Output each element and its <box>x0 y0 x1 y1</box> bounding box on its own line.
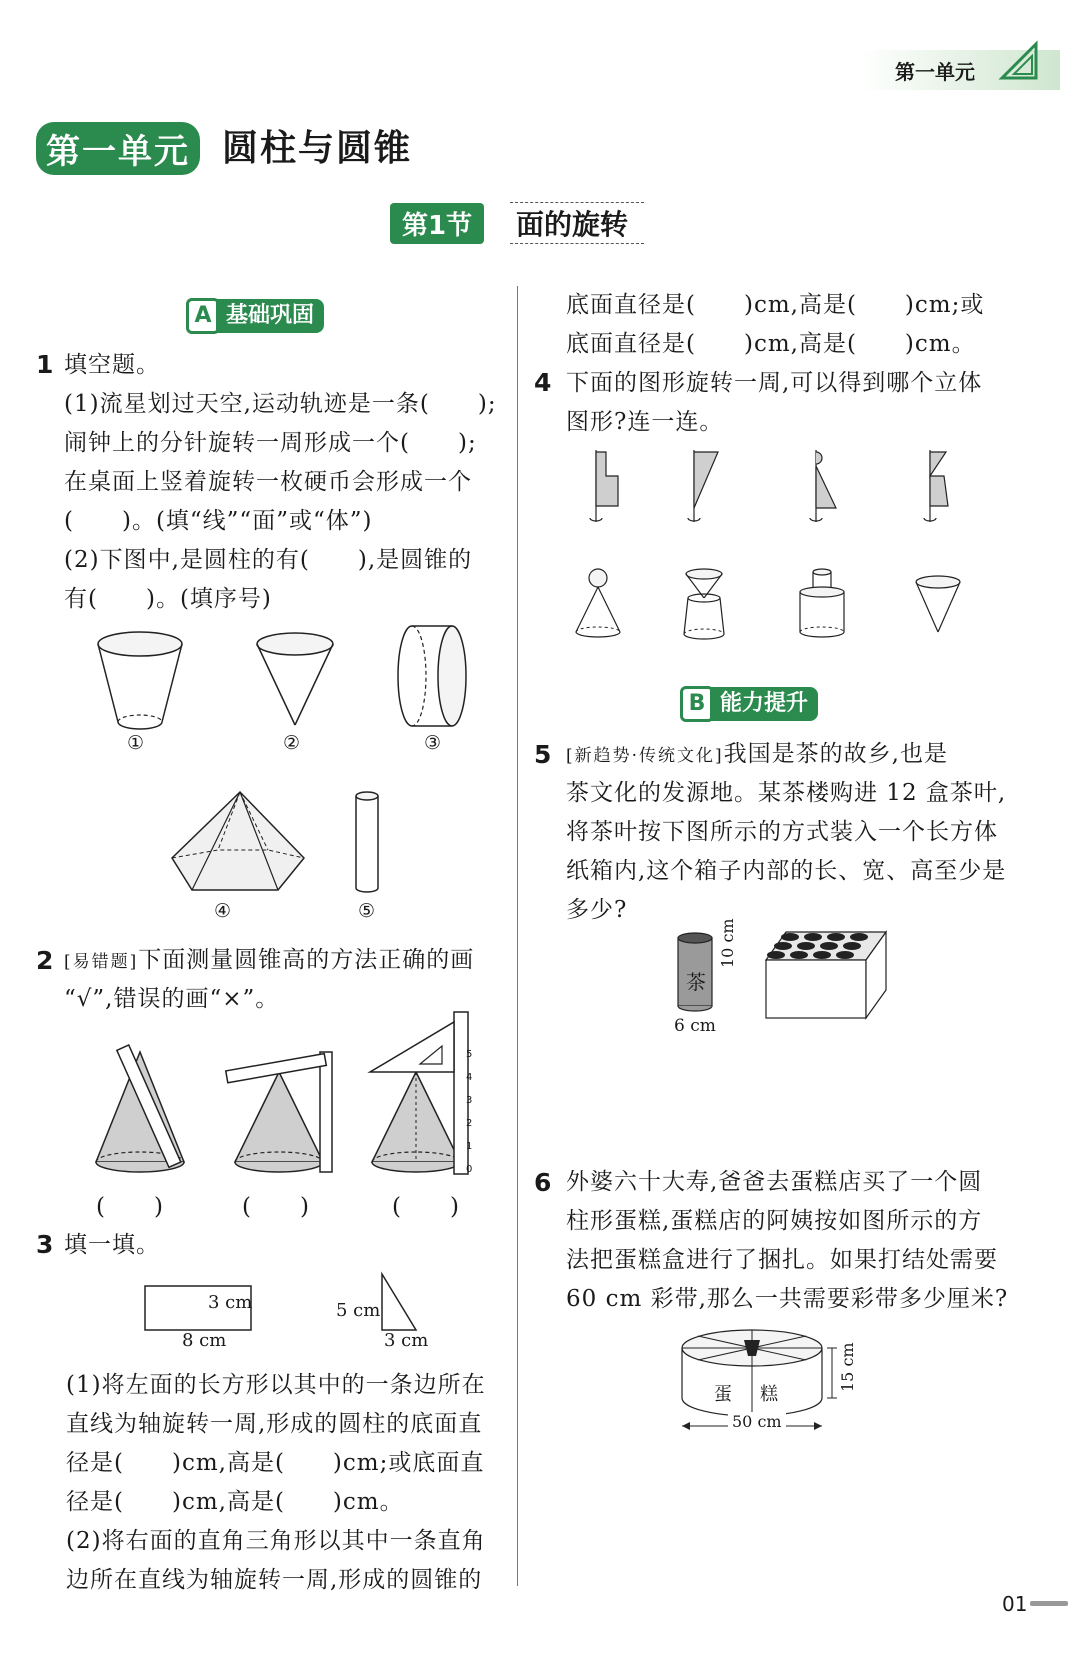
q3-tri-base: 3 cm <box>384 1330 429 1351</box>
unit-title: 圆柱与圆锥 <box>222 128 413 169</box>
q1-fig-label: ⑤ <box>358 900 376 922</box>
q5-number: 5 <box>534 740 552 769</box>
section-b-letter: B <box>680 686 714 722</box>
page-number: 01 <box>1002 1592 1028 1616</box>
q4-line: 下面的图形旋转一周,可以得到哪个立体 <box>566 370 983 396</box>
q5-can-width: 6 cm <box>674 1016 716 1036</box>
q3-cont-line: 底面直径是( )cm,高是( )cm。 <box>566 331 976 357</box>
q3-line: (1)将左面的长方形以其中的一条边所在 <box>66 1372 486 1398</box>
q6-cake-width: 50 cm <box>728 1412 786 1431</box>
q1-figure-cone <box>250 630 340 730</box>
q1-line: 在桌面上竖着旋转一枚硬币会形成一个 <box>64 469 472 495</box>
q2-answer-blank[interactable]: ( ) <box>392 1194 460 1220</box>
q5-line: 纸箱内,这个箱子内部的长、宽、高至少是 <box>566 858 1007 884</box>
q3-triangle <box>380 1272 420 1332</box>
q2-answer-blank[interactable]: ( ) <box>242 1194 310 1220</box>
q2-line1 <box>64 941 474 981</box>
q5-line1 <box>566 735 948 775</box>
ruler-tick: 4 <box>466 1072 473 1083</box>
q4-solid-ball-cone <box>572 566 628 642</box>
q1-figure-pyramid <box>168 790 308 900</box>
q1-figure-frustum <box>90 630 190 740</box>
q3-line: 边所在直线为轴旋转一周,形成的圆锥的 <box>66 1567 483 1593</box>
q5-line: 将茶叶按下图所示的方式装入一个长方体 <box>566 819 998 845</box>
section-title: 面的旋转 <box>510 202 644 244</box>
q1-line: ( )。(填“线”“面”或“体”) <box>64 508 373 534</box>
q4-plane-figure-1 <box>588 450 628 530</box>
section-badge <box>390 203 484 244</box>
q1-fig-label: ④ <box>214 900 232 922</box>
q2-line2: “√”,错误的画“×”。 <box>64 986 280 1012</box>
q2-tag: [易错题] <box>64 952 139 972</box>
q6-line: 60 cm 彩带,那么一共需要彩带多少厘米? <box>566 1286 1009 1312</box>
q5-can-label: 茶 <box>686 970 706 994</box>
ruler-tick: 2 <box>466 1118 473 1129</box>
q4-line: 图形?连一连。 <box>566 409 724 435</box>
q4-solid-cone-frustum <box>678 568 734 644</box>
ruler-tick: 0 <box>466 1164 473 1175</box>
q3-number: 3 <box>36 1230 54 1259</box>
q1-fig-label: ② <box>283 732 301 754</box>
q1-line: 闹钟上的分针旋转一周形成一个( ); <box>64 430 477 456</box>
section-badge-text: 第1节 <box>402 211 473 241</box>
q6-number: 6 <box>534 1168 552 1197</box>
header-unit-label: 第一单元 <box>895 60 975 84</box>
q1-line: (1)流星划过天空,运动轨迹是一条( ); <box>64 391 497 417</box>
q3-line: 径是( )cm,高是( )cm。 <box>66 1489 404 1515</box>
q4-solid-inverted-cone <box>912 574 968 640</box>
q1-figure-thin-cylinder <box>354 790 384 900</box>
q5-can-height: 10 cm <box>718 918 737 968</box>
q3-title: 填一填。 <box>64 1232 160 1258</box>
triangle-ruler-icon <box>1000 42 1040 82</box>
q5-text: 我国是茶的故乡,也是 <box>723 741 948 767</box>
q5-line: 茶文化的发源地。某茶楼购进 12 盒茶叶, <box>566 780 1007 806</box>
q5-box <box>762 930 892 1022</box>
q3-cont-line: 底面直径是( )cm,高是( )cm;或 <box>566 292 985 318</box>
page-number-decoration <box>1030 1601 1068 1606</box>
q1-fig-label: ③ <box>424 732 442 754</box>
column-divider <box>517 286 518 1586</box>
section-a-badge <box>186 298 324 334</box>
q6-line: 法把蛋糕盒进行了捆扎。如果打结处需要 <box>566 1247 998 1273</box>
q6-line: 外婆六十大寿,爸爸去蛋糕店买了一个圆 <box>566 1169 983 1195</box>
q3-rect-width: 8 cm <box>182 1330 227 1351</box>
ruler-tick: 3 <box>466 1095 473 1106</box>
q5-line: 多少? <box>566 897 628 923</box>
q1-number: 1 <box>36 350 54 379</box>
unit-badge-text: 第一单元 <box>46 132 190 172</box>
q3-line: 径是( )cm,高是( )cm;或底面直 <box>66 1450 485 1476</box>
q6-line: 柱形蛋糕,蛋糕店的阿姨按如图所示的方 <box>566 1208 983 1234</box>
section-a-letter: A <box>186 298 220 334</box>
section-b-badge <box>680 686 818 722</box>
q6-cake-height: 15 cm <box>838 1342 857 1392</box>
q5-tag: [新趋势·传统文化] <box>566 746 724 766</box>
q4-plane-figure-4 <box>922 450 962 530</box>
unit-badge <box>36 122 200 175</box>
q6-cake-char2: 糕 <box>760 1384 778 1405</box>
q1-line: 有( )。(填序号) <box>64 586 272 612</box>
section-b-title: 能力提升 <box>710 687 818 721</box>
q2-text: 下面测量圆锥高的方法正确的画 <box>138 947 475 973</box>
ruler-tick: 1 <box>466 1141 473 1152</box>
q2-figure-2 <box>222 1040 342 1175</box>
section-a-title: 基础巩固 <box>216 299 324 333</box>
q4-number: 4 <box>534 368 552 397</box>
q4-plane-figure-2 <box>686 450 726 530</box>
q1-line: 填空题。 <box>64 352 160 378</box>
q4-plane-figure-3 <box>808 450 848 530</box>
q1-figure-cylinder <box>392 622 472 732</box>
q6-cake-char1: 蛋 <box>714 1384 732 1405</box>
q4-solid-stacked-cylinders <box>796 566 852 644</box>
q3-line: 直线为轴旋转一周,形成的圆柱的底面直 <box>66 1411 483 1437</box>
q2-number: 2 <box>36 946 54 975</box>
ruler-tick: 5 <box>466 1049 473 1060</box>
q2-figure-1 <box>90 1040 210 1175</box>
q1-line: (2)下图中,是圆柱的有( ),是圆锥的 <box>64 547 473 573</box>
q2-answer-blank[interactable]: ( ) <box>96 1194 164 1220</box>
q3-rect-height: 3 cm <box>208 1292 253 1313</box>
q1-fig-label: ① <box>127 732 145 754</box>
q3-tri-height: 5 cm <box>336 1300 381 1321</box>
q3-line: (2)将右面的直角三角形以其中一条直角 <box>66 1528 486 1554</box>
